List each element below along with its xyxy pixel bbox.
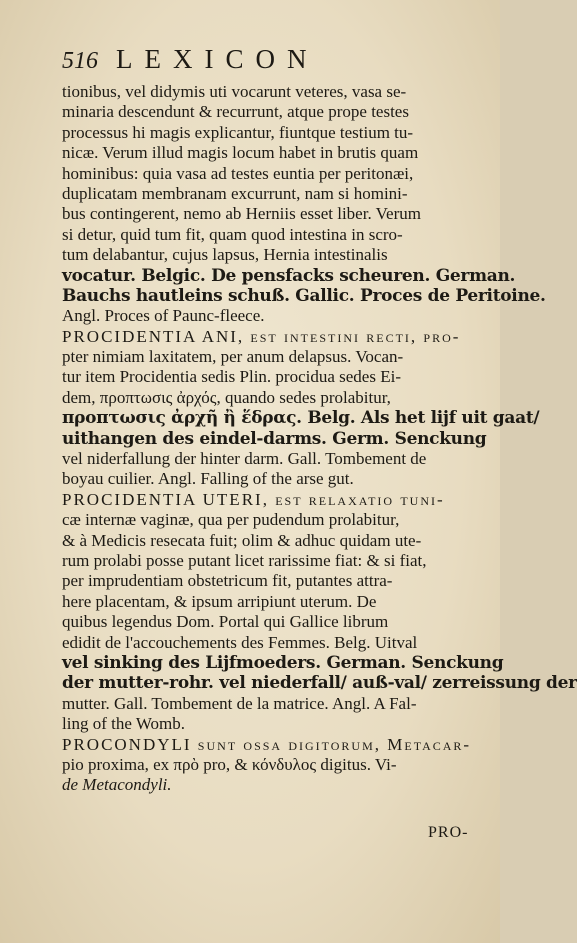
text-line: & à Medicis resecata fuit; olim & adhuc quidam ute-	[62, 530, 422, 550]
text-line: edidit de l'accouchements des Femmes. Belg. Uitval	[62, 632, 418, 652]
text-line: vocatur. Belgic. De pensfacks scheuren. German.	[62, 265, 516, 286]
text-line: tur item Procidentia sedis Plin. procidua sedes Ei-	[62, 367, 401, 387]
text-line: per imprudentiam obstetricum fit, putantes attra-	[62, 571, 393, 591]
text-line: boyau cuilier. Angl. Falling of the arse gut.	[62, 469, 354, 489]
text-line: hominibus: quia vasa ad testes euntia per peritonæi,	[62, 163, 414, 183]
page-number: 516	[62, 48, 98, 74]
entry-heading-line: PROCIDENTIA UTERI, est relaxatio tuni-	[62, 489, 445, 509]
text-line: pter nimiam laxitatem, per anum delapsus. Vocan-	[62, 347, 404, 367]
text-line: rum prolabi posse putant licet rarissime fiat: & si fiat,	[62, 550, 427, 570]
text-line: cæ internæ vaginæ, qua per pudendum prolabitur,	[62, 510, 400, 530]
entry-heading-line: PROCIDENTIA ANI, est intestini recti, pro-	[62, 326, 461, 346]
lexicon-text	[62, 82, 577, 796]
text-line: processus hi magis explicantur, fiuntque testium tu-	[62, 122, 414, 142]
text-line: bus contingerent, nemo ab Herniis esset liber. Verum	[62, 204, 421, 224]
text-line: minaria descendunt & recurrunt, atque prope testes	[62, 102, 409, 122]
text-line: quibus legendus Dom. Portal qui Gallice librum	[62, 612, 389, 632]
text-line: Bauchs hautleins schuß. Gallic. Proces de Peritoine.	[62, 285, 546, 306]
text-line: Angl. Proces of Paunc-fleece.	[62, 306, 265, 326]
entry-heading-line: PROCONDYLI sunt ossa digitorum, Metacar-	[62, 734, 472, 754]
text-line: der mutter-rohr. vel niederfall/ auß-val/ zerreissung der	[62, 673, 577, 694]
text-line: vel sinking des Lijfmoeders. German. Senckung	[62, 652, 504, 673]
text-line: uithangen des eindel-darms. Germ. Senckung	[62, 428, 487, 449]
text-line: vel niderfallung der hinter darm. Gall. Tombement de	[62, 449, 427, 469]
text-line: here placentam, & ipsum arripiunt uterum. De	[62, 591, 377, 611]
text-line: duplicatam membranam excurrunt, nam si homini-	[62, 183, 408, 203]
text-line: si detur, quid tum fit, quam quod intestina in scro-	[62, 224, 403, 244]
text-line: tum delabantur, cujus lapsus, Hernia intestinalis	[62, 245, 388, 265]
running-head: LEXICON	[116, 44, 319, 74]
text-line: tionibus, vel didymis uti vocarunt veteres, vasa se-	[62, 82, 407, 101]
text-line: dem, προπτωσις ἀρχός, quando sedes prolabitur,	[62, 387, 391, 407]
text-line: mutter. Gall. Tombement de la matrice. Angl. A Fal-	[62, 693, 417, 713]
text-line: προπτωσις ἀρχῆ ἢ ἕδρας. Belg. Als het lijf uit gaat/	[62, 408, 540, 429]
catchword: PRO-	[428, 824, 469, 841]
text-line: ling of the Womb.	[62, 714, 185, 734]
page-header	[62, 44, 422, 80]
text-line: nicæ. Verum illud magis locum habet in brutis quam	[62, 143, 419, 163]
text-line: pio proxima, ex πρὸ pro, & κόνδυλος digitus. Vi-	[62, 754, 397, 774]
text-line: de Metacondyli.	[62, 775, 172, 795]
